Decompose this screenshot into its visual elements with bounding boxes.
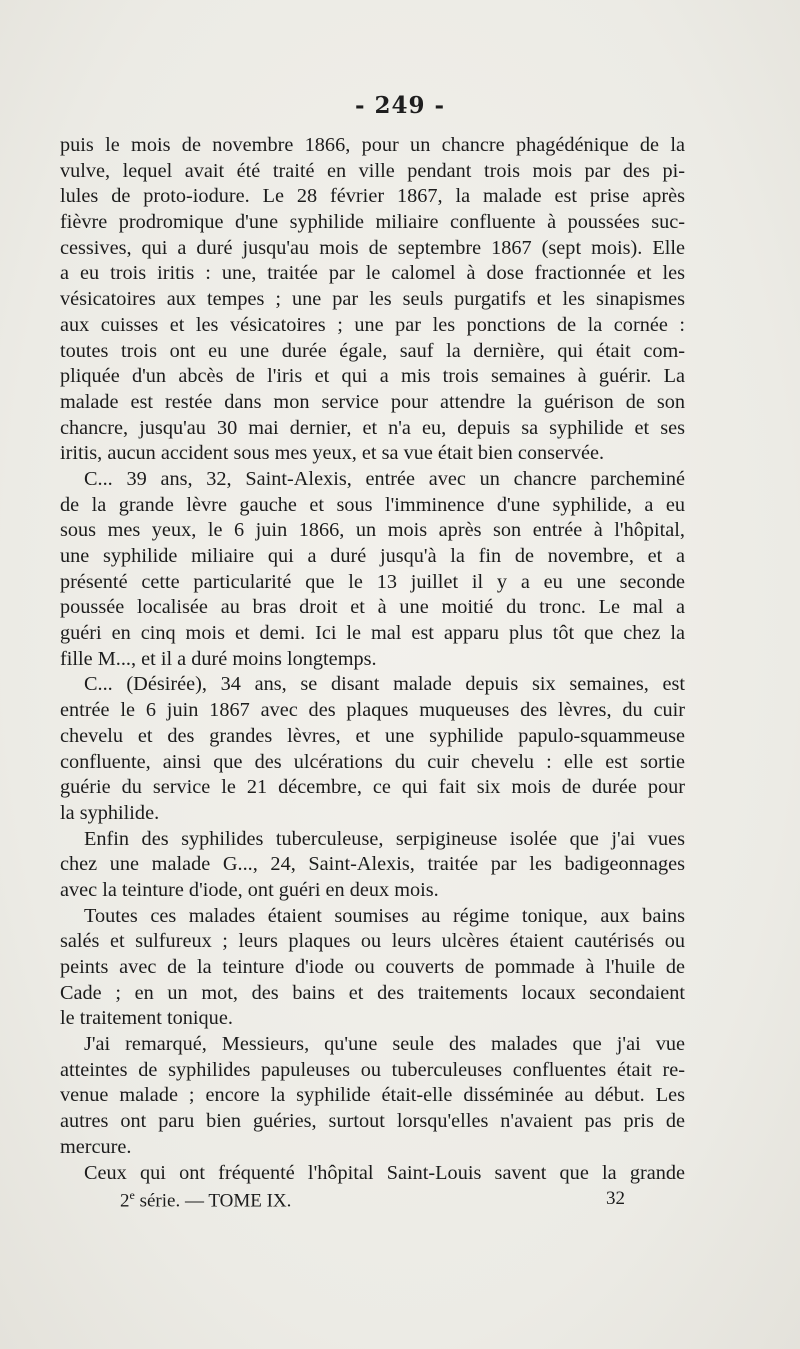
page-number: - 249 - — [354, 92, 446, 119]
footer-series-text: série. — TOME IX. — [134, 1190, 292, 1212]
text-line: guérie du service le 21 décembre, ce qui fait six mois de durée pour — [60, 776, 685, 799]
text-line: malade est restée dans mon service pour attendre la guérison de son — [60, 390, 685, 413]
text-line: la syphilide. — [60, 801, 160, 824]
text-line: chevelu et des grandes lèvres, et une syphilide papulo-squammeuse — [60, 724, 685, 747]
text-line: venue malade ; encore la syphilide était-elle disséminée au début. Les — [60, 1084, 685, 1107]
text-line: présenté cette particularité que le 13 juillet il y a eu une seconde — [60, 570, 685, 593]
text-line: toutes trois ont eu une durée égale, sauf la dernière, qui était com- — [60, 339, 685, 362]
text-line: salés et sulfureux ; leurs plaques ou leurs ulcères étaient cautérisés ou — [60, 930, 685, 953]
text-line: mercure. — [60, 1135, 132, 1158]
text-line: atteintes de syphilides papuleuses ou tuberculeuses confluentes était re- — [60, 1058, 685, 1081]
text-line: puis le mois de novembre 1866, pour un chancre phagédénique de la — [60, 134, 685, 156]
text-line: vésicatoires aux tempes ; une par les seuls purgatifs et les sinapismes — [60, 288, 685, 311]
text-line: sous mes yeux, le 6 juin 1866, un mois après son entrée à l'hôpital, — [60, 519, 685, 542]
text-line: une syphilide miliaire qui a duré jusqu'à la fin de novembre, et a — [60, 545, 685, 567]
text-line: lules de proto-iodure. Le 28 février 1867, la malade est prise après — [60, 185, 685, 208]
text-line: Ceux qui ont fréquenté l'hôpital Saint-Louis savent que la grande — [84, 1161, 685, 1184]
text-line: chez une malade G..., 24, Saint-Alexis, traitée par les badigeonnages — [60, 853, 685, 876]
text-line: a eu trois iritis : une, traitée par le calomel à dose fractionnée et les — [60, 262, 685, 285]
text-line: avec la teinture d'iode, ont guéri en deux mois. — [60, 878, 439, 901]
text-line: de la grande lèvre gauche et sous l'imminence d'une syphilide, a eu — [60, 493, 685, 516]
text-line: fièvre prodromique d'une syphilide miliaire confluente à poussées suc- — [60, 211, 685, 234]
text-line: peints avec de la teinture d'iode ou couverts de pommade à l'huile de — [60, 956, 685, 978]
text-line: Toutes ces malades étaient soumises au régime tonique, aux bains — [84, 904, 685, 927]
text-line: cessives, qui a duré jusqu'au mois de septembre 1867 (sept mois). Elle — [60, 236, 685, 259]
text-line: Enfin des syphilides tuberculeuse, serpigineuse isolée que j'ai vues — [84, 827, 685, 850]
text-line: Cade ; en un mot, des bains et des traitements locaux secondaient — [60, 981, 685, 1004]
text-line: entrée le 6 juin 1867 avec des plaques muqueuses des lèvres, du cuir — [60, 699, 685, 722]
text-line: C... (Désirée), 34 ans, se disant malade depuis six semaines, est — [84, 673, 685, 696]
text-line: confluente, ainsi que des ulcérations du cuir chevelu : elle est sortie — [60, 750, 685, 773]
text-line: le traitement tonique. — [60, 1007, 233, 1030]
text-line: guéri en cinq mois et demi. Ici le mal est apparu plus tôt que chez la — [60, 622, 685, 645]
footer-signature: 32 — [606, 1188, 625, 1209]
text-line: fille M..., et il a duré moins longtemps. — [60, 647, 377, 670]
text-line: poussée localisée au bras droit et à une moitié du tronc. Le mal a — [60, 596, 685, 619]
text-line: autres ont paru bien guéries, surtout lorsqu'elles n'avaient pas pris de — [60, 1110, 685, 1133]
footer-series-number: 2 — [120, 1190, 130, 1212]
text-line: chancre, jusqu'au 30 mai dernier, et n'a eu, depuis sa syphilide et ses — [60, 416, 685, 439]
text-line: aux cuisses et les vésicatoires ; une par les ponctions de la cornée : — [60, 313, 685, 336]
text-line: C... 39 ans, 32, Saint-Alexis, entrée avec un chancre parcheminé — [84, 467, 685, 490]
text-line: J'ai remarqué, Messieurs, qu'une seule des malades que j'ai vue — [84, 1033, 685, 1056]
body-text — [60, 133, 685, 1186]
text-line: vulve, lequel avait été traité en ville pendant trois mois par des pi- — [60, 159, 685, 182]
text-line: pliquée d'un abcès de l'iris et qui a mis trois semaines à guérir. La — [60, 365, 685, 388]
footer-series-superscript: e — [129, 1188, 135, 1202]
text-line: iritis, aucun accident sous mes yeux, et sa vue était bien conservée. — [60, 442, 605, 465]
footer-volume — [120, 1188, 291, 1212]
